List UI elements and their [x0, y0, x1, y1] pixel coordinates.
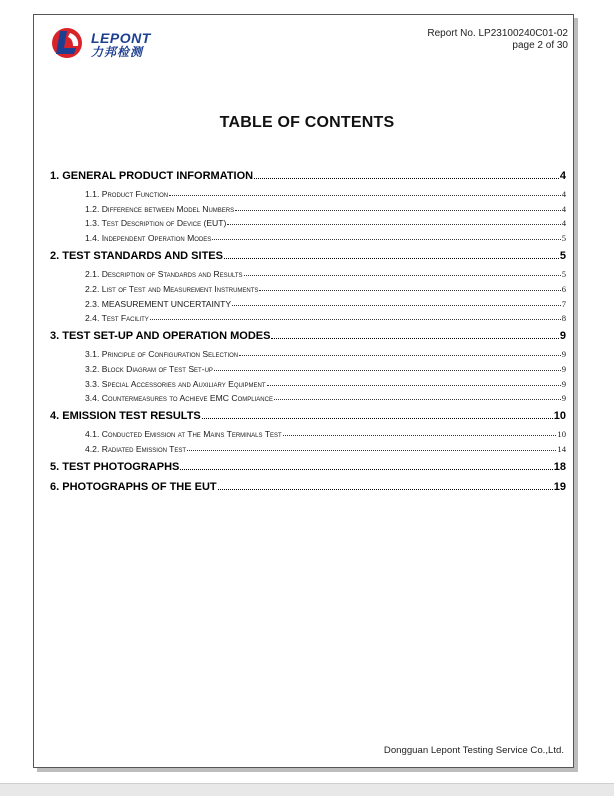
toc-page-number: 9 [561, 363, 566, 374]
toc-page-number: 9 [561, 378, 566, 389]
lepont-logo-mark-icon [51, 27, 85, 59]
logo-text-en: LEPONT [91, 30, 151, 46]
toc-label: 4.2. Radiated Emission Test [85, 444, 187, 454]
toc-label: 3.3. Special Accessories and Auxiliary Equipment [85, 378, 266, 389]
report-number: Report No. LP23100240C01-02 [427, 28, 568, 39]
toc-label: 1.4. Independent Operation Modes [85, 233, 212, 244]
toc-subsection[interactable] [85, 233, 566, 243]
toc-subsection[interactable] [85, 218, 566, 228]
toc-page-number: 5 [561, 233, 566, 244]
toc-leader [271, 337, 558, 339]
toc-label: 1.2. Difference between Model Numbers [85, 203, 235, 214]
toc-section[interactable] [50, 330, 566, 342]
toc-subsection[interactable] [85, 204, 566, 214]
toc-leader [224, 257, 559, 259]
toc-label: 1.1. Product Function [85, 189, 169, 199]
toc-leader [232, 304, 561, 306]
toc-leader [214, 369, 561, 371]
toc-subsection[interactable] [85, 429, 566, 439]
toc-page-number: 4 [561, 218, 566, 229]
toc-leader [218, 488, 553, 490]
toc-label: 2.2. List of Test and Measurement Instruments [85, 283, 259, 294]
toc-subsection[interactable] [85, 299, 566, 309]
toc-page-number: 7 [561, 298, 566, 309]
footer-company: Dongguan Lepont Testing Service Co.,Ltd. [383, 745, 564, 756]
toc-label: 2.4. Test Facility [85, 313, 149, 324]
toc-subsection[interactable] [85, 269, 566, 279]
toc-page-number: 18 [553, 461, 566, 473]
toc-label: 2.3. MEASUREMENT UNCERTAINTY [85, 298, 232, 309]
toc-label: 3. TEST SET-UP AND OPERATION MODES [50, 330, 271, 343]
toc-leader [202, 417, 553, 419]
toc-page-number: 4 [559, 170, 566, 182]
toc-leader [212, 238, 560, 240]
toc-label: 6. PHOTOGRAPHS OF THE EUT [50, 481, 217, 493]
logo-text-cn: 力邦检测 [91, 45, 144, 59]
toc-label: 1.3. Test Description of Device (EUT) [85, 218, 227, 229]
toc-page-number: 10 [553, 410, 566, 423]
page-number: page 2 of 30 [512, 40, 568, 51]
toc-page-number: 4 [561, 189, 566, 199]
toc-section[interactable] [50, 481, 566, 493]
toc-subsection[interactable] [85, 313, 566, 323]
toc-page-number: 19 [553, 481, 566, 493]
toc-section[interactable] [50, 170, 566, 182]
toc-page-number: 5 [559, 250, 566, 263]
toc-label: 4.1. Conducted Emission at The Mains Terminals Test [85, 429, 282, 440]
report-info [427, 28, 568, 52]
toc-page-number: 9 [561, 349, 566, 360]
toc-label: 3.2. Block Diagram of Test Set-up [85, 363, 213, 374]
toc-leader [235, 209, 561, 211]
toc-label: 3.1. Principle of Configuration Selection [85, 349, 239, 360]
toc-subsection[interactable] [85, 393, 566, 403]
toc-leader [187, 449, 556, 451]
toc-subsection[interactable] [85, 349, 566, 359]
toc-label: 4. EMISSION TEST RESULTS [50, 410, 201, 423]
toc-subsection[interactable] [85, 444, 566, 454]
toc-section[interactable] [50, 461, 566, 473]
toc-leader [150, 318, 561, 320]
toc-subsection[interactable] [85, 189, 566, 199]
toc-label: 1. GENERAL PRODUCT INFORMATION [50, 170, 254, 182]
toc-subsection[interactable] [85, 284, 566, 294]
page-shadow [37, 768, 578, 772]
toc-leader [259, 289, 560, 291]
toc-leader [267, 384, 561, 386]
toc-leader [244, 274, 561, 276]
toc-page-number: 5 [561, 269, 566, 280]
toc-page-number: 8 [561, 313, 566, 324]
toc-section[interactable] [50, 410, 566, 422]
toc-label: 5. TEST PHOTOGRAPHS [50, 461, 180, 473]
toc-leader [239, 354, 561, 356]
toc-subsection[interactable] [85, 379, 566, 389]
toc-page-number: 10 [557, 429, 566, 440]
toc-leader [254, 177, 559, 179]
toc-subsection[interactable] [85, 364, 566, 374]
viewer-bottom-bar [0, 783, 614, 796]
toc-leader [180, 468, 552, 470]
toc-label: 2.1. Description of Standards and Results [85, 269, 243, 280]
toc-page-number: 4 [561, 203, 566, 214]
toc-leader [274, 398, 561, 400]
toc-page-number: 14 [557, 444, 566, 454]
toc-page-number: 6 [561, 283, 566, 294]
company-logo [51, 27, 171, 63]
toc-label: 2. TEST STANDARDS AND SITES [50, 250, 223, 263]
toc-label: 3.4. Countermeasures to Achieve EMC Compliance [85, 393, 273, 404]
toc-leader [169, 194, 561, 196]
toc-leader [283, 434, 557, 436]
toc-leader [227, 223, 560, 225]
page-title: TABLE OF CONTENTS [219, 114, 395, 131]
toc-page-number: 9 [559, 330, 566, 343]
toc-section[interactable] [50, 250, 566, 262]
toc-page-number: 9 [561, 393, 566, 404]
